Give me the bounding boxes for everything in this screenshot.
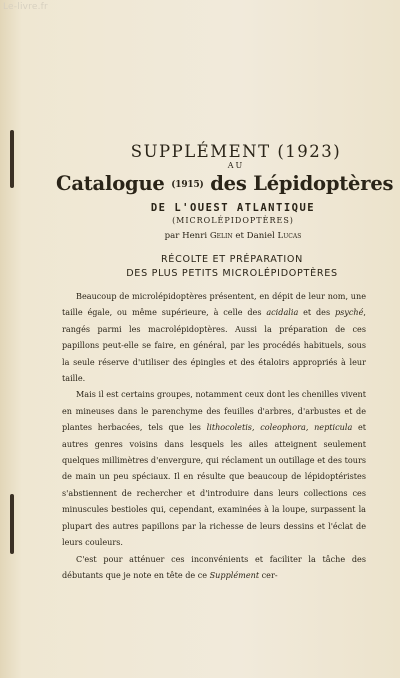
p2-italic-genera: lithocoletis, coleophora, nepticula xyxy=(206,422,353,433)
body-text xyxy=(62,288,366,583)
p1-text-c: , rangés parmi les macrolépidoptères. Aussi la préparation de ces papillons peut-elle se faire, en général, par les procédés habituels, sous la seule réserve d'utiliser des épingles et des étaloirs appropriés à leur taille. xyxy=(62,307,366,384)
supplement-heading: SUPPLÉMENT (1923) xyxy=(130,142,342,161)
des-lepidopteres: des Lépidoptères xyxy=(210,172,394,195)
paragraph-2 xyxy=(62,386,366,550)
p3-text-a: C'est pour atténuer ces inconvénients et faciliter la tâche des débutants que je note en tête de ce xyxy=(62,553,366,580)
watermark: Le-livre.fr xyxy=(3,2,48,12)
catalogue-word: Catalogue xyxy=(56,172,165,195)
p3-italic-supplement: Supplément xyxy=(209,569,260,580)
p2-text-b: et autres genres voisins dans lesquels les ailes atteignent seulement quelques millimètres d'envergure, qui réclament un outillage et des tours de main un peu spéciaux. Il en résulte que beaucoup de lépidoptéristes s'abstiennent de rechercher et d'introduire dans leurs collections ces minuscules bestioles qui, cependant, examinées à la loupe, surpassent la plupart des autres papillons par la richesse de leurs dessins et l'éclat de leurs couleurs. xyxy=(62,422,367,548)
author1-last: Gelin xyxy=(209,231,233,241)
authors-par: par Henri xyxy=(164,231,208,241)
ouest-atlantique: DE L'OUEST ATLANTIQUE xyxy=(150,202,316,214)
binding-mark-top xyxy=(10,130,14,188)
catalogue-year: (1915) xyxy=(171,180,204,190)
section-title xyxy=(76,253,388,281)
p3-text-b: cer- xyxy=(259,569,278,580)
paragraph-1 xyxy=(62,288,366,386)
microlepidopteres-subtitle: (MICROLÉPIDOPTÈRES) xyxy=(172,216,294,225)
p2-text-a: Mais il est certains groupes, notamment ceux dont les chenilles vivent en mineuses dans le parenchyme des feuilles d'arbres, d'arbustes et de plantes herbacées, tels que les xyxy=(62,389,366,433)
p1-text-a: Beaucoup de microlépidoptères présentent, en dépit de leur nom, une taille égale, ou même supérieure, à celle des xyxy=(62,291,366,318)
paragraph-3 xyxy=(62,551,366,584)
authors-et: et Daniel xyxy=(235,231,275,241)
p1-italic-acidalia: acidalia xyxy=(266,307,299,318)
catalogue-title xyxy=(56,171,394,198)
author2-last: Lucas xyxy=(277,231,302,241)
p1-text-b: et des xyxy=(298,307,335,318)
document-content xyxy=(56,142,394,583)
p1-italic-psyche: psyché xyxy=(334,307,364,318)
au-word: AU xyxy=(227,161,245,170)
binding-mark-bottom xyxy=(10,494,14,554)
authors-line xyxy=(78,229,388,243)
section-title-line1: RÉCOLTE ET PRÉPARATION xyxy=(160,254,304,265)
section-title-line2: DES PLUS PETITS MICROLÉPIDOPTÈRES xyxy=(126,268,338,279)
